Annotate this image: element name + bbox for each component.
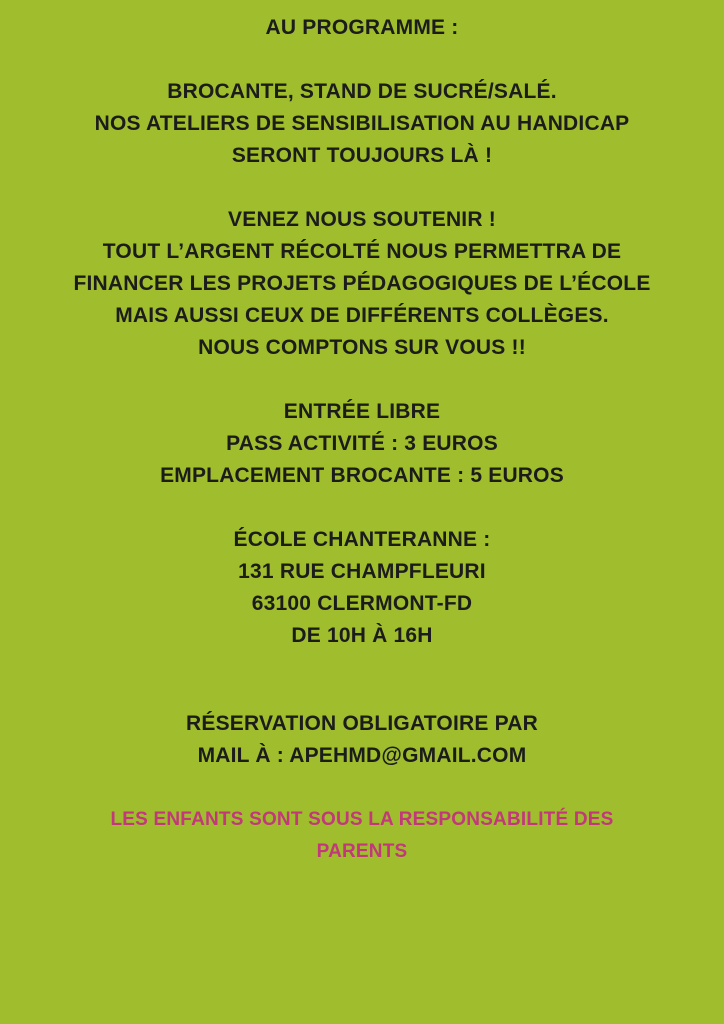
spacer (0, 44, 724, 76)
support-line: NOUS COMPTONS SUR VOUS !! (198, 336, 526, 359)
programme-heading-block (0, 12, 724, 44)
programme-heading: AU PROGRAMME : (265, 16, 459, 39)
reservation-block (0, 708, 724, 772)
support-line: VENEZ NOUS SOUTENIR ! (228, 208, 496, 231)
activities-block (0, 76, 724, 172)
activities-line: SERONT TOUJOURS LÀ ! (231, 144, 493, 167)
location-line: DE 10H À 16H (291, 624, 433, 647)
location-block (0, 524, 724, 652)
location-line: ÉCOLE CHANTERANNE : (233, 528, 491, 551)
reservation-line: RÉSERVATION OBLIGATOIRE PAR (186, 712, 538, 735)
warning-line: PARENTS (316, 841, 408, 862)
activities-line: BROCANTE, STAND DE SUCRÉ/SALÉ. (167, 80, 557, 103)
support-line: TOUT L’ARGENT RÉCOLTÉ NOUS PERMETTRA DE (102, 240, 622, 263)
support-line: FINANCER LES PROJETS PÉDAGOGIQUES DE L’ÉCOLE (73, 272, 651, 295)
support-line: MAIS AUSSI CEUX DE DIFFÉRENTS COLLÈGES. (115, 304, 609, 327)
reservation-line: MAIL À : APEHMD@GMAIL.COM (197, 744, 527, 767)
spacer (0, 172, 724, 204)
pricing-line: PASS ACTIVITÉ : 3 EUROS (226, 432, 498, 455)
location-line: 63100 CLERMONT-FD (251, 592, 473, 615)
spacer (0, 492, 724, 524)
warning-line: LES ENFANTS SONT SOUS LA RESPONSABILITÉ DES (110, 809, 614, 830)
warning-block (0, 804, 724, 868)
spacer (0, 652, 724, 708)
pricing-line: ENTRÉE LIBRE (283, 400, 441, 423)
spacer (0, 364, 724, 396)
spacer (0, 772, 724, 804)
support-block (0, 204, 724, 364)
activities-line: NOS ATELIERS DE SENSIBILISATION AU HANDICAP (94, 112, 630, 135)
pricing-block (0, 396, 724, 492)
pricing-line: EMPLACEMENT BROCANTE : 5 EUROS (160, 464, 564, 487)
location-line: 131 RUE CHAMPFLEURI (238, 560, 486, 583)
